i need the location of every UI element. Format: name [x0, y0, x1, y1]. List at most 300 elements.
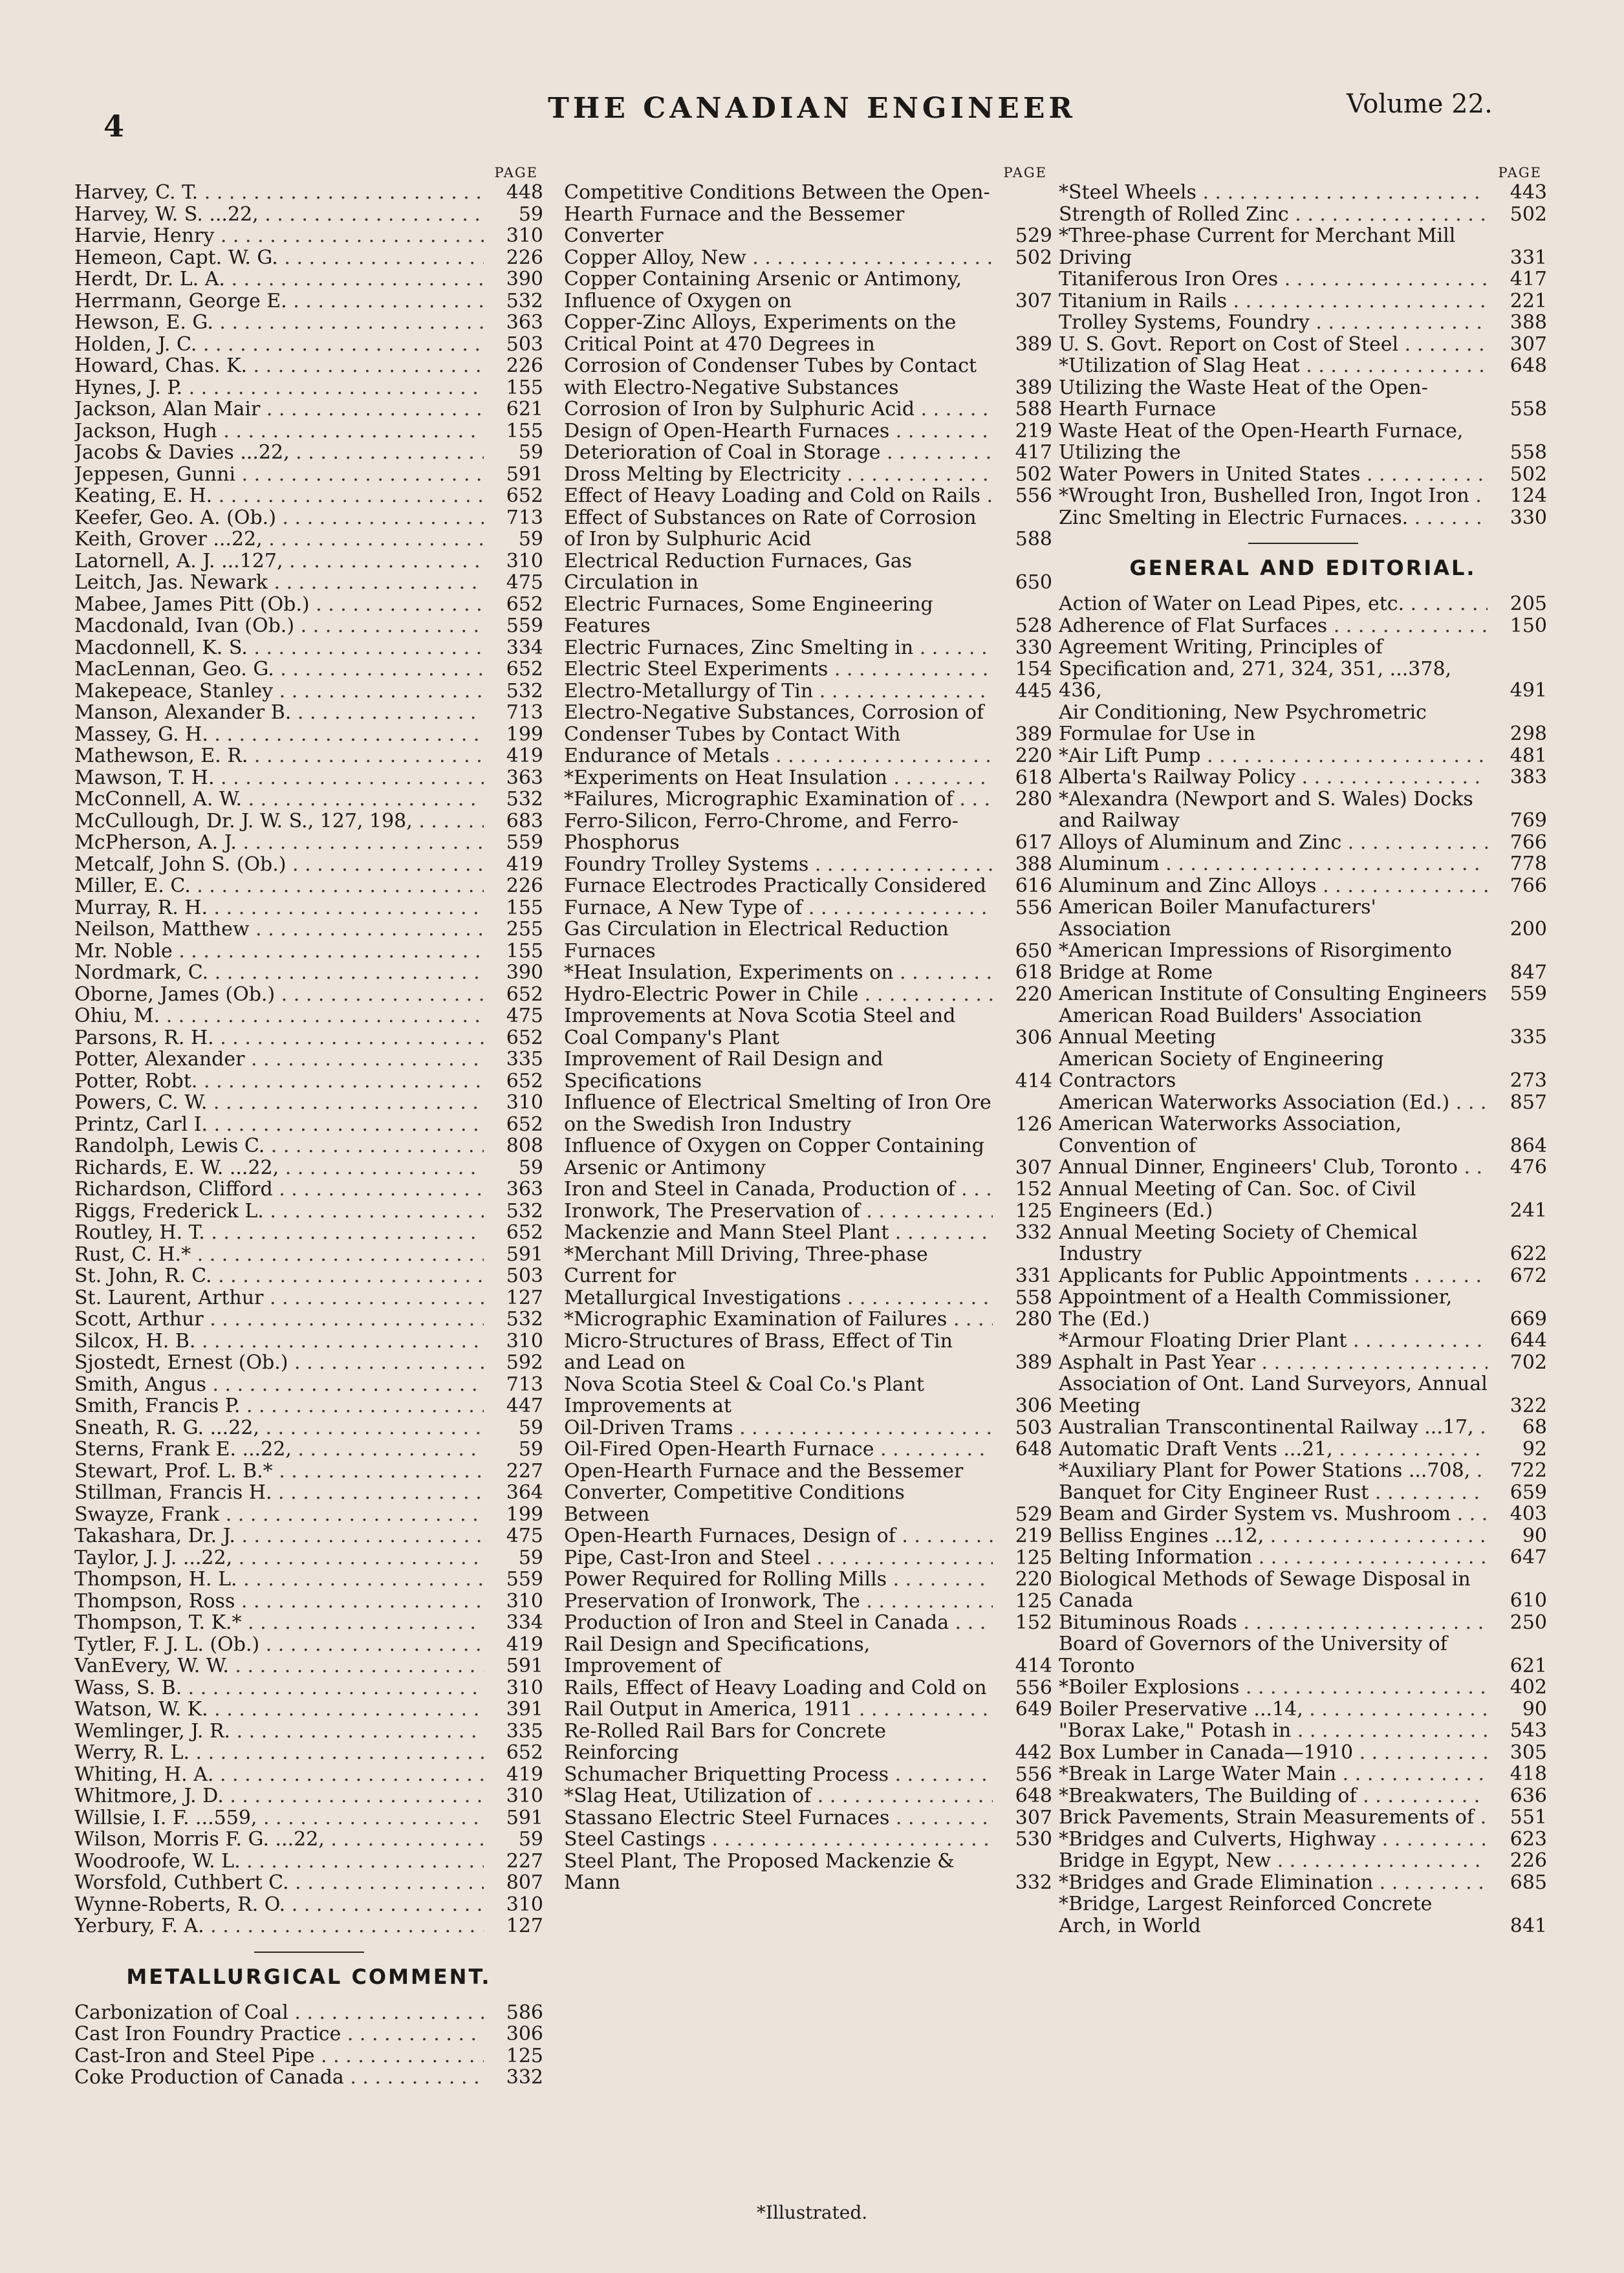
entry-title: Power Required for Rolling Mills . . .: [564, 1569, 993, 1591]
entry-page: 59: [518, 1546, 543, 1569]
index-entry: [1059, 1092, 1547, 1114]
entry-title: Hemeon, Capt. W. G. . . .: [74, 247, 484, 269]
entry-page: 332: [506, 2066, 543, 2089]
index-entry: [74, 442, 543, 464]
entry-title: Oborne, James (Ob.) . . .: [74, 984, 484, 1006]
index-entry: [564, 962, 1052, 984]
entry-page: 363: [506, 766, 543, 789]
entry-page: 618: [1015, 766, 1052, 789]
entry-title: Mr. Noble . . .: [74, 941, 484, 962]
entry-title: Water Powers in United States . . .: [1059, 464, 1488, 486]
entry-title: Agreement Writing, Principles of Specification and, 271, 324, 351, ...378, 436,: [1059, 636, 1452, 702]
index-entry: [74, 507, 543, 529]
entry-title: *Air Lift Pump . . .: [1059, 745, 1488, 767]
entry-title: Mabee, James Pitt (Ob.) . . .: [74, 594, 484, 616]
entry-page: 59: [518, 1416, 543, 1439]
index-entry: [1059, 1417, 1547, 1439]
entry-page: 124: [1510, 484, 1547, 507]
entry-title: Appointment of a Health Commissioner, The (Ed.): [1059, 1287, 1453, 1330]
entry-title: Sterns, Frank E. ...22, . . .: [74, 1439, 484, 1461]
entry-page: 650: [1015, 939, 1052, 962]
index-entry: [564, 464, 1052, 486]
entry-title: *Armour Floating Drier Plant . . .: [1059, 1330, 1488, 1352]
index-entry: [1059, 1049, 1547, 1092]
index-entry: [1059, 290, 1547, 312]
entry-title: Massey, G. H. . . .: [74, 724, 484, 746]
entry-title: Mackenzie and Mann Steel Plant . . .: [564, 1222, 993, 1244]
entry-title: Gas Circulation in Electrical Reduction Furnaces: [564, 919, 949, 962]
index-list: [74, 2002, 543, 2089]
entry-title: Worsfold, Cuthbert C. . . .: [74, 1872, 484, 1894]
index-entry: [564, 1005, 1052, 1049]
entry-page: 591: [506, 462, 543, 486]
index-entry: [1059, 983, 1547, 1005]
entry-page: 310: [506, 1785, 543, 1807]
entry-page: 310: [506, 1893, 543, 1916]
entry-title: *Bridges and Culverts, Highway . . .: [1059, 1829, 1488, 1851]
entry-title: Improvements at Nova Scotia Steel and Coal Company's Plant: [564, 1005, 956, 1049]
entry-title: Potter, Alexander . . .: [74, 1049, 484, 1071]
entry-title: *Bridges and Grade Elimination . . .: [1059, 1872, 1488, 1894]
entry-page: 556: [1015, 1676, 1052, 1699]
entry-title: Taylor, J. J. ...22, . . .: [74, 1547, 484, 1569]
index-entry: [564, 702, 1052, 745]
entry-title: Association of Ont. Land Surveyors, Annual Meeting: [1059, 1373, 1488, 1417]
entry-page: 199: [506, 1503, 543, 1526]
entry-title: Endurance of Metals . . .: [564, 745, 993, 767]
entry-page: 591: [506, 1806, 543, 1829]
entry-page: 808: [506, 1135, 543, 1157]
entry-page: 335: [1510, 1026, 1547, 1049]
entry-page: 621: [506, 398, 543, 420]
entry-page: 476: [1510, 1156, 1547, 1179]
index-entry: [564, 1525, 1052, 1547]
entry-page: 220: [1015, 1568, 1052, 1591]
index-entry: [74, 1547, 543, 1569]
page-column-header: PAGE: [1003, 165, 1047, 180]
entry-title: Whiting, H. A. . . .: [74, 1764, 484, 1786]
page-column-header: PAGE: [494, 165, 538, 180]
entry-page: 591: [506, 1243, 543, 1266]
entry-title: MacLennan, Geo. G. . . .: [74, 658, 484, 680]
index-entry: [564, 1677, 1052, 1699]
index-entry: [1059, 312, 1547, 334]
entry-title: Carbonization of Coal . . .: [74, 2002, 484, 2024]
entry-title: Swayze, Frank . . .: [74, 1504, 484, 1526]
index-entry: [74, 724, 543, 746]
index-entry: [564, 1461, 1052, 1526]
entry-page: 59: [518, 528, 543, 550]
entry-title: Thompson, Ross . . .: [74, 1591, 484, 1613]
entry-title: Corrosion of Condenser Tubes by Contact with Electro-Negative Substances: [564, 355, 977, 398]
index-entry: [74, 1135, 543, 1157]
entry-page: 652: [506, 484, 543, 507]
entry-page: 648: [1015, 1438, 1052, 1461]
index-entry: [74, 1092, 543, 1114]
index-entry: [1059, 268, 1547, 290]
index-entry: [74, 1201, 543, 1223]
index-entry: [1059, 1699, 1547, 1721]
entry-title: Smith, Francis P. . . .: [74, 1395, 484, 1417]
entry-title: Ferro-Silicon, Ferro-Chrome, and Ferro-Phosphorus: [564, 810, 958, 854]
entry-page: 685: [1510, 1871, 1547, 1894]
entry-title: Utilizing the Waste Heat of the Open-Hearth Furnace: [1059, 376, 1428, 420]
entry-page: 391: [506, 1698, 543, 1721]
entry-title: Iron and Steel in Canada, Production of . . .: [564, 1179, 993, 1201]
entry-page: 307: [1015, 1156, 1052, 1179]
entry-title: Annual Meeting of Can. Soc. of Civil Engineers (Ed.): [1059, 1178, 1416, 1222]
entry-page: 364: [506, 1481, 543, 1504]
entry-title: Nova Scotia Steel & Coal Co.'s Plant Improvements at: [564, 1373, 924, 1417]
entry-page: 417: [1015, 441, 1052, 464]
entry-page: 125: [506, 2044, 543, 2067]
entry-page: 652: [506, 1113, 543, 1136]
entry-title: *Alexandra (Newport and S. Wales) Docks and Railway: [1059, 788, 1473, 832]
index-entry: [74, 182, 543, 204]
entry-title: Titanium in Rails . . .: [1059, 290, 1488, 312]
index-entry: [1059, 1005, 1547, 1049]
index-entry: [564, 1179, 1052, 1201]
entry-title: *Merchant Mill Driving, Three-phase Current for: [564, 1243, 928, 1287]
entry-title: Steel Castings . . .: [564, 1829, 993, 1851]
entry-page: 226: [1510, 1849, 1547, 1872]
entry-title: *Heat Insulation, Experiments on . . .: [564, 962, 993, 984]
entry-title: Competitive Conditions Between the Open-Hearth Furnace and the Bessemer Converter: [564, 182, 990, 247]
index-entry: [1059, 1525, 1547, 1547]
index-entry: [1059, 702, 1547, 745]
entry-title: Adherence of Flat Surfaces . . .: [1059, 615, 1488, 637]
entry-title: American Institute of Consulting Engineers: [1059, 983, 1487, 1005]
entry-page: 652: [506, 593, 543, 616]
index-entry: [74, 919, 543, 941]
entry-page: 556: [1015, 896, 1052, 919]
index-entry: [74, 1352, 543, 1374]
column-names: [74, 165, 543, 2089]
entry-title: Stillman, Francis H. . . .: [74, 1482, 484, 1504]
entry-title: Production of Iron and Steel in Canada . . .: [564, 1612, 993, 1634]
entry-title: Electro-Negative Substances, Corrosion of Condenser Tubes by Contact With: [564, 702, 984, 745]
entry-page: 502: [1510, 462, 1547, 486]
index-entry: [564, 550, 1052, 594]
entry-page: 219: [1015, 1525, 1052, 1547]
index-entry: [1059, 593, 1547, 615]
index-list: [74, 182, 543, 1937]
index-entry: [564, 442, 1052, 464]
index-entry: [1059, 1850, 1547, 1872]
entry-title: Harvey, C. T. . . .: [74, 182, 484, 204]
index-entry: [1059, 1460, 1547, 1482]
index-entry: [74, 897, 543, 919]
index-entry: [564, 1092, 1052, 1135]
entry-title: Keith, Grover ...22, . . .: [74, 528, 484, 550]
section-divider: [1248, 543, 1358, 544]
entry-title: Improvement of Rail Design and Specifications: [564, 1049, 883, 1092]
entry-page: 807: [506, 1871, 543, 1894]
entry-page: 363: [506, 1178, 543, 1201]
entry-title: Herdt, Dr. L. A. . . .: [74, 268, 484, 290]
entry-title: Keating, E. H. . . .: [74, 485, 484, 507]
index-entry: [1059, 1330, 1547, 1352]
entry-page: 652: [506, 1069, 543, 1093]
index-entry: [1059, 1439, 1547, 1461]
entry-page: 649: [1015, 1698, 1052, 1721]
entry-page: 59: [518, 1156, 543, 1179]
index-entry: [74, 1525, 543, 1547]
entry-title: Aluminum . . .: [1059, 853, 1488, 875]
entry-page: 551: [1510, 1806, 1547, 1829]
entry-page: 310: [506, 1589, 543, 1613]
entry-title: Design of Open-Hearth Furnaces . . .: [564, 420, 993, 442]
index-entry: [564, 594, 1052, 637]
entry-title: Applicants for Public Appointments . . .: [1059, 1265, 1488, 1287]
index-entry: [1059, 420, 1547, 464]
index-entry: [74, 810, 543, 832]
entry-title: Australian Transcontinental Railway ...17, . . .: [1059, 1417, 1488, 1439]
index-entry: [564, 1591, 1052, 1613]
index-entry: [1059, 1222, 1547, 1265]
index-entry: [74, 1721, 543, 1743]
entry-title: Trolley Systems, Foundry . . .: [1059, 312, 1488, 334]
entry-page: 280: [1015, 1308, 1052, 1331]
entry-title: Effect of Substances on Rate of Corrosion of Iron by Sulphuric Acid: [564, 506, 977, 550]
entry-title: Electric Steel Experiments . . .: [564, 658, 993, 680]
entry-title: Belting Information . . .: [1059, 1547, 1488, 1569]
entry-page: 713: [506, 1373, 543, 1396]
index-entry: [564, 1634, 1052, 1677]
entry-page: 125: [1015, 1199, 1052, 1223]
index-entry: [564, 1439, 1052, 1461]
entry-page: 220: [1015, 745, 1052, 767]
entry-page: 618: [1015, 961, 1052, 984]
entry-title: McCullough, Dr. J. W. S., 127, 198, . . .: [74, 810, 484, 832]
index-entry: [564, 1331, 1052, 1374]
entry-title: Powers, C. W. . . .: [74, 1092, 484, 1114]
index-entry: [564, 919, 1052, 962]
entry-page: 713: [506, 701, 543, 724]
index-entry: [74, 464, 543, 486]
index-entry: [74, 1244, 543, 1266]
index-entry: [564, 355, 1052, 398]
index-list: [1059, 182, 1547, 528]
entry-page: 669: [1510, 1307, 1547, 1331]
index-entry: [1059, 875, 1547, 897]
entry-title: *Boiler Explosions . . .: [1059, 1677, 1488, 1699]
entry-title: Furnace, A New Type of . . .: [564, 897, 993, 919]
entry-title: Sjostedt, Ernest (Ob.) . . .: [74, 1352, 484, 1374]
entry-page: 766: [1510, 874, 1547, 897]
index-entry: [74, 767, 543, 789]
entry-title: Latornell, A. J. ...127, . . .: [74, 550, 484, 572]
entry-page: 528: [1015, 614, 1052, 637]
entry-title: Electro-Metallurgy of Tin . . .: [564, 680, 993, 702]
entry-page: 227: [506, 1849, 543, 1873]
entry-page: 650: [1015, 571, 1052, 594]
entry-page: 390: [506, 268, 543, 290]
entry-page: 556: [1015, 1763, 1052, 1786]
entry-page: 306: [1015, 1395, 1052, 1417]
entry-page: 847: [1510, 961, 1547, 984]
entry-page: 298: [1510, 723, 1547, 745]
index-entry: [74, 225, 543, 247]
index-entry: [74, 377, 543, 399]
entry-page: 419: [506, 853, 543, 876]
entry-title: Alloys of Aluminum and Zinc . . .: [1059, 832, 1488, 854]
entry-page: 532: [506, 1199, 543, 1223]
entry-page: 475: [506, 1005, 543, 1027]
index-entry: [1059, 485, 1547, 507]
index-entry: [74, 788, 543, 810]
index-entry: [74, 1569, 543, 1591]
entry-page: 219: [1015, 419, 1052, 442]
entry-title: Oil-Fired Open-Hearth Furnace . . .: [564, 1439, 993, 1461]
entry-title: American Road Builders' Association Annual Meeting: [1059, 1005, 1422, 1049]
entry-page: 592: [506, 1351, 543, 1374]
index-entry: [74, 312, 543, 334]
entry-page: 226: [506, 246, 543, 269]
index-entry: [74, 1265, 543, 1287]
entry-title: Foundry Trolley Systems . . .: [564, 854, 993, 876]
index-entry: [564, 485, 1052, 507]
index-entry: [74, 832, 543, 854]
page-column-header: PAGE: [1498, 165, 1542, 180]
entry-title: Biological Methods of Sewage Disposal in Canada: [1059, 1568, 1471, 1612]
entry-title: Dross Melting by Electricity . . .: [564, 464, 993, 486]
index-entry: [564, 637, 1052, 659]
index-entry: [564, 658, 1052, 680]
entry-page: 250: [1510, 1611, 1547, 1634]
entry-title: Howard, Chas. K. . . .: [74, 355, 484, 377]
entry-page: 388: [1510, 311, 1547, 334]
index-entry: [74, 680, 543, 702]
entry-page: 322: [1510, 1394, 1547, 1417]
index-entry: [74, 1591, 543, 1613]
entry-page: 475: [506, 571, 543, 594]
index-entry: [1059, 1763, 1547, 1785]
entry-title: Waste Heat of the Open-Hearth Furnace, Utilizing the: [1059, 420, 1464, 464]
entry-page: 652: [506, 1026, 543, 1049]
index-entry: [564, 1764, 1052, 1786]
index-entry: [564, 1721, 1052, 1764]
index-entry: [74, 290, 543, 312]
entry-page: 644: [1510, 1329, 1547, 1352]
entry-title: Bituminous Roads . . .: [1059, 1612, 1488, 1634]
index-list: [564, 182, 1052, 1894]
entry-title: Coke Production of Canada . . .: [74, 2067, 484, 2089]
entry-page: 558: [1510, 441, 1547, 464]
entry-page: 310: [506, 1091, 543, 1114]
entry-title: Wemlinger, J. R. . . .: [74, 1721, 484, 1743]
index-entry: [74, 1482, 543, 1504]
entry-title: Takashara, Dr. J. . . .: [74, 1525, 484, 1547]
index-entry: [564, 767, 1052, 789]
index-entry: [74, 984, 543, 1006]
entry-title: Hydro-Electric Power in Chile . . .: [564, 984, 993, 1006]
entry-title: Werry, R. L. . . .: [74, 1742, 484, 1764]
entry-title: Tytler, F. J. L. (Ob.) . . .: [74, 1634, 484, 1656]
index-entry: [564, 1807, 1052, 1829]
index-entry: [74, 1071, 543, 1093]
entry-page: 127: [506, 1915, 543, 1937]
entry-page: 305: [1510, 1741, 1547, 1764]
journal-title: THE CANADIAN ENGINEER: [548, 92, 1076, 125]
entry-title: Wass, S. B. . . .: [74, 1677, 484, 1699]
index-entry: [564, 398, 1052, 420]
entry-page: 419: [506, 1633, 543, 1656]
index-entry: [564, 984, 1052, 1006]
entry-page: 857: [1510, 1091, 1547, 1114]
entry-page: 389: [1015, 332, 1052, 356]
entry-page: 722: [1510, 1459, 1547, 1482]
entry-title: Hewson, E. G. . . .: [74, 312, 484, 334]
entry-title: Rails, Effect of Heavy Loading and Cold on: [564, 1677, 987, 1699]
index-entry: [74, 941, 543, 962]
entry-page: 588: [1015, 528, 1052, 550]
entry-title: Willsie, I. F. ...559, . . .: [74, 1807, 484, 1829]
entry-title: American Waterworks Association, Convention of: [1059, 1113, 1402, 1157]
entry-page: 152: [1015, 1611, 1052, 1634]
entry-title: Riggs, Frederick L. . . .: [74, 1201, 484, 1223]
entry-title: Makepeace, Stanley . . .: [74, 680, 484, 702]
index-entry: [1059, 1677, 1547, 1699]
index-entry: [1059, 1482, 1547, 1504]
entry-title: American Waterworks Association (Ed.) . . .: [1059, 1092, 1488, 1114]
entry-page: 332: [1015, 1871, 1052, 1894]
index-entry: [564, 810, 1052, 854]
entry-page: 90: [1522, 1697, 1547, 1721]
index-entry: [564, 854, 1052, 876]
entry-title: Copper Alloy, New . . .: [564, 247, 993, 269]
entry-title: Rail Output in America, 1911 . . .: [564, 1699, 993, 1721]
entry-title: Murray, R. H. . . .: [74, 897, 484, 919]
index-entry: [1059, 1157, 1547, 1179]
entry-page: 154: [1015, 658, 1052, 680]
entry-title: Titaniferous Iron Ores . . .: [1059, 268, 1488, 290]
footnote: *Illustrated.: [756, 2202, 868, 2223]
entry-title: *Steel Wheels . . .: [1059, 182, 1488, 204]
index-entry: [74, 658, 543, 680]
entry-page: 532: [506, 289, 543, 312]
entry-page: 127: [506, 1286, 543, 1309]
entry-page: 388: [1015, 853, 1052, 876]
index-entry: [74, 2002, 543, 2024]
index-entry: [564, 788, 1052, 810]
index-entry: [74, 1894, 543, 1916]
entry-page: 126: [1015, 1113, 1052, 1136]
entry-page: 636: [1510, 1784, 1547, 1807]
entry-page: 475: [506, 1525, 543, 1547]
entry-page: 558: [1015, 1286, 1052, 1309]
entry-page: 532: [506, 788, 543, 810]
entry-page: 503: [506, 332, 543, 356]
entry-title: Stewart, Prof. L. B.* . . .: [74, 1461, 484, 1483]
entry-page: 227: [506, 1459, 543, 1483]
index-entry: [74, 1417, 543, 1439]
entry-title: Wilson, Morris F. G. ...22, . . .: [74, 1829, 484, 1851]
entry-title: *Breakwaters, The Building of . . .: [1059, 1785, 1488, 1807]
index-entry: [74, 247, 543, 269]
entry-title: Woodroofe, W. L. . . .: [74, 1851, 484, 1873]
entry-page: 418: [1510, 1763, 1547, 1785]
entry-title: Bridge in Egypt, New . . .: [1059, 1850, 1488, 1872]
entry-title: *Three-phase Current for Merchant Mill Driving: [1059, 225, 1456, 268]
entry-page: 543: [1510, 1719, 1547, 1742]
index-entry: [74, 1655, 543, 1677]
index-entry: [74, 1374, 543, 1396]
entry-title: Board of Governors of the University of Toronto: [1059, 1633, 1447, 1677]
entry-page: 307: [1510, 332, 1547, 356]
entry-page: 221: [1510, 289, 1547, 312]
entry-title: Annual Dinner, Engineers' Club, Toronto . . .: [1059, 1157, 1488, 1179]
